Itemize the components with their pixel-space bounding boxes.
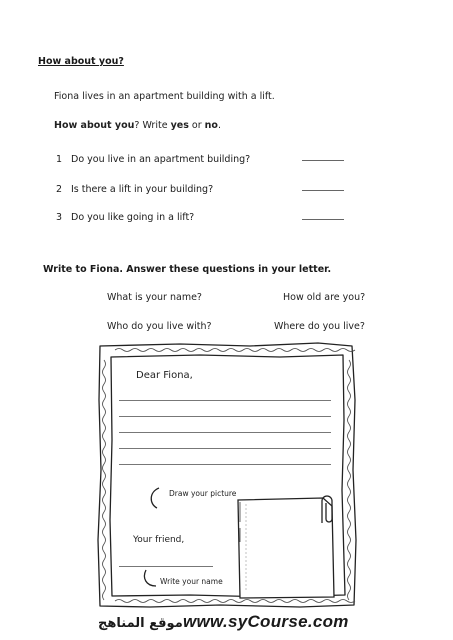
prompt-live-with: Who do you live with? bbox=[107, 321, 212, 332]
instruction-or: or bbox=[188, 120, 205, 131]
instruction-end: . bbox=[217, 120, 221, 131]
footer-arabic: موقع المناهج bbox=[98, 616, 183, 631]
letter-greeting: Dear Fiona, bbox=[136, 370, 193, 381]
letter-writing-line[interactable] bbox=[119, 416, 331, 417]
section-title-write-to-fiona: Write to Fiona. Answer these questions in your letter. bbox=[43, 264, 332, 275]
question-text: Do you like going in a lift? bbox=[71, 212, 195, 223]
letter-writing-line[interactable] bbox=[119, 400, 331, 401]
intro-text: Fiona lives in an apartment building with a lift. bbox=[54, 91, 275, 102]
prompt-name: What is your name? bbox=[107, 292, 202, 303]
prompt-age: How old are you? bbox=[283, 292, 366, 303]
question-text: Do you live in an apartment building? bbox=[71, 154, 251, 165]
instruction-no: no bbox=[204, 120, 218, 131]
question-text: Is there a lift in your building? bbox=[71, 184, 214, 195]
letter-closing: Your friend, bbox=[133, 535, 185, 545]
instruction-mid: ? Write bbox=[134, 120, 171, 131]
draw-picture-hint: Draw your picture bbox=[169, 489, 237, 498]
question-number: 2 bbox=[56, 184, 63, 195]
paperclip-icon bbox=[314, 493, 342, 527]
letter-writing-line[interactable] bbox=[119, 448, 331, 449]
prompt-live-where: Where do you live? bbox=[274, 321, 365, 332]
letter-writing-line[interactable] bbox=[119, 432, 331, 433]
footer-url: www.syCourse.com bbox=[183, 612, 349, 631]
section-title-how-about-you: How about you? bbox=[38, 56, 124, 67]
instruction-lead: How about you bbox=[54, 120, 135, 131]
question-number: 1 bbox=[56, 154, 63, 165]
name-line[interactable] bbox=[119, 566, 213, 567]
question-number: 3 bbox=[56, 212, 63, 223]
instruction-yes: yes bbox=[170, 120, 189, 131]
write-name-hint: Write your name bbox=[160, 577, 223, 586]
letter-writing-line[interactable] bbox=[119, 464, 331, 465]
